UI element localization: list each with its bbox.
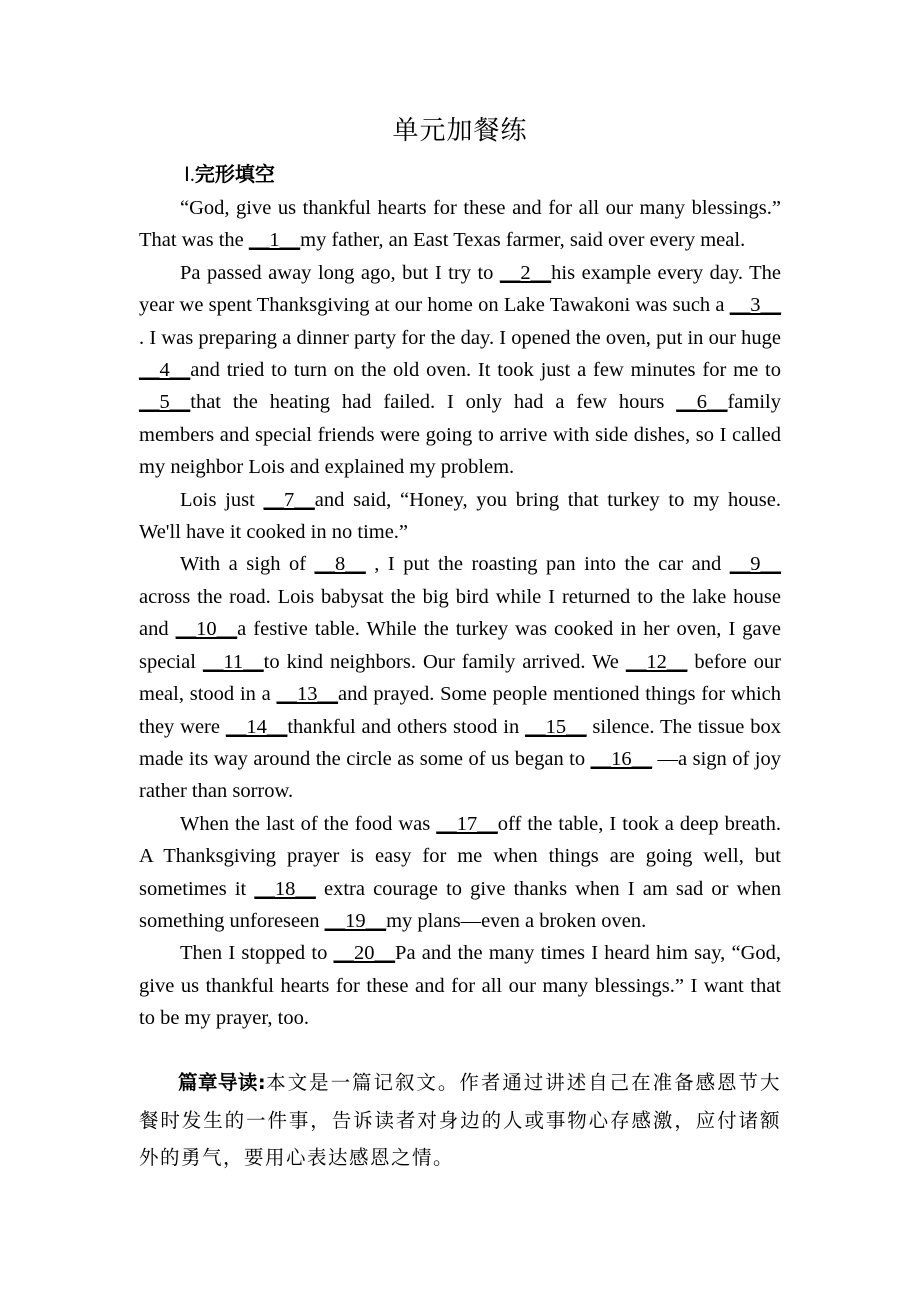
section-heading	[184, 158, 275, 187]
page-title: 单元加餐练	[392, 116, 528, 146]
passage-text: Pa passed away long ago, but I try to	[180, 261, 500, 284]
blank-number: __2__	[499, 261, 552, 284]
chapter-guide-label: 篇章导读:	[178, 1071, 266, 1094]
blank-number: __11__	[202, 650, 264, 673]
passage-text: —a sign of joy rather than sorrow.	[139, 747, 781, 803]
blank-number: __15__	[525, 715, 587, 738]
blank-number: __6__	[676, 391, 728, 414]
blank-number: __13__	[276, 683, 339, 706]
section-label: 完形填空	[194, 162, 275, 186]
blank-number: __17__	[436, 812, 498, 835]
passage-text: that the heating had failed. I only had a few hours	[190, 391, 677, 414]
passage-text: a festive table. While the turkey was cooked in her oven, I gave special	[139, 618, 781, 673]
blank-number: __16__	[590, 747, 653, 770]
passage-text: , I put the roasting pan into the car and	[365, 553, 730, 576]
blank-number: __14__	[225, 715, 288, 738]
passage-text: silence. The tissue box made its way around the circle as some of us began to	[139, 715, 781, 770]
passage-paragraph	[139, 937, 781, 1034]
passage-text: extra courage to give thanks when I am sad or when something unforeseen	[139, 877, 781, 932]
chapter-guide-text: 本文是一篇记叙文。作者通过讲述自己在准备感恩节大餐时发生的一件事，告诉读者对身边的人或事物心存感激，应付诸额外的勇气，要用心表达感恩之情。	[139, 1071, 781, 1169]
blank-number: __4__	[139, 359, 191, 382]
passage-text: Lois just	[180, 488, 264, 511]
passage-text: my father, an East Texas farmer, said over every meal.	[300, 229, 746, 252]
passage-text: and said, “Honey, you bring that turkey to my house. We'll have it cooked in no time.”	[139, 488, 781, 544]
passage-paragraph	[139, 484, 781, 549]
passage-paragraph	[139, 257, 781, 484]
blank-number: __5__	[139, 391, 191, 414]
blank-number: __10__	[175, 618, 238, 641]
passage-text: family members and special friends were going to arrive with side dishes, so I called my neighbor Lois and explained my problem.	[139, 391, 781, 479]
blank-number: __7__	[263, 488, 315, 511]
passage-text: With a sigh of	[180, 553, 315, 576]
passage-paragraph	[139, 192, 781, 257]
blank-number: __3__	[729, 294, 781, 317]
passage-paragraph	[139, 548, 781, 807]
blank-number: __20__	[333, 942, 396, 965]
blank-number: __12__	[625, 650, 688, 673]
passage-text: to kind neighbors. Our family arrived. We	[263, 650, 626, 673]
blank-number: __9__	[729, 553, 781, 576]
passage-text: before our meal, stood in a	[139, 650, 781, 706]
blank-number: __1__	[248, 229, 301, 252]
passage-text: Then I stopped to	[180, 942, 334, 965]
passage-text: and tried to turn on the old oven. It took just a few minutes for me to	[190, 359, 781, 382]
blank-number: __18__	[254, 877, 316, 900]
passage-text: my plans—even a broken oven.	[386, 909, 647, 932]
passage-text: and prayed. Some people mentioned things for which they were	[139, 683, 781, 738]
chapter-guide	[139, 1064, 781, 1177]
passage-text: his example every day. The year we spent Thanksgiving at our home on Lake Tawakoni was such a	[139, 261, 781, 317]
blank-number: __19__	[324, 909, 387, 932]
passage-text: across the road. Lois babysat the big bird while I returned to the lake house and	[139, 585, 781, 641]
cloze-passage	[139, 192, 781, 1035]
passage-text: When the last of the food was	[180, 812, 437, 835]
passage-paragraph	[139, 808, 781, 938]
passage-text: . I was preparing a dinner party for the day. I opened the oven, put in our huge	[139, 326, 781, 349]
passage-text: “God, give us thankful hearts for these and for all our many blessings.” That was the	[139, 197, 781, 252]
blank-number: __8__	[314, 553, 366, 576]
passage-text: thankful and others stood in	[287, 715, 526, 738]
passage-text: Pa and the many times I heard him say, “God, give us thankful hearts for these and for all our many blessings.” I want that to be my prayer, too.	[139, 942, 781, 1030]
section-numeral: Ⅰ.	[184, 164, 195, 186]
passage-text: off the table, I took a deep breath. A Thanksgiving prayer is easy for me when things are going well, but sometimes it	[139, 812, 781, 900]
